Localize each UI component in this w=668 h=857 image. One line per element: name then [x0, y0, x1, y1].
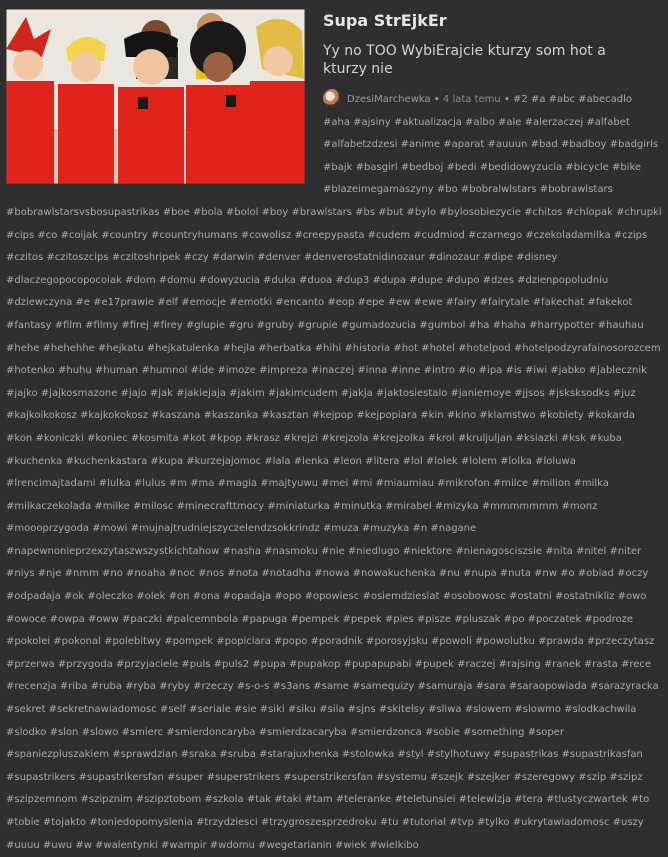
post-title[interactable]: Supa StrEjkEr — [323, 11, 447, 30]
cartoon-soccer-team-image — [6, 9, 305, 184]
post-meta — [6, 89, 662, 857]
author-name[interactable]: DzesiMarchewka — [347, 94, 431, 105]
post-thumbnail[interactable] — [6, 9, 305, 184]
post-subtitle: Yy no TOO WybiErajcie kturzy som hot a kturzy nie — [323, 43, 606, 77]
post-time: 4 lata temu — [442, 94, 501, 105]
meta-separator: • — [430, 94, 443, 105]
avatar[interactable] — [323, 89, 341, 107]
tag-list[interactable]: • #2 #a #abc #abecadlo #aha #ajsiny #aktualizacja #albo #ale #alerzaczej #alfabet #alfabetzdzesi #anime #aparat #auuun #bad #badboy #badgirls #bajk #basgirl #bedboj #bedi #bedidowyzucia #bicycle #bike #blazeimegamaszyny #bo #bobralwlstars #bobrawlstars #bobrawlstarsvsbosupastrikas #boe #bola #bolol #boy #brawlstars #bs #but #bylo #bylosobiezycie #chitos #chlopak #chrupki #cips #co #coijak #country #countryhumans #cowolisz #creepypasta #cudem #cudmiod #czarnego #czekoladamilka #czips #czitos #czitoszcips #czitoshripek #czy #darwin #denver #denverostatnidinozaur #dinozaur #dipe #disney #dlaczegopocopocoiak #dom #domu #dowyzucia #duka #duoa #dup3 #dupa #dupe #dupo #dzes #dzienpopoludniu #dziewczyna #e #e17prawie #elf #emocje #emotki #encanto #eop #epe #ew #ewe #fairy #fairytale #fakechat #fakekot #fantasy #film #filmy #firej #firey #glupie #gru #gruby #grupie #gumadozucia #gumbol #ha #haha #harrypotter #hauhau #hehe #hehehhe #hejkatu #hejkatulenka #hejla #herbatka #hihi #historia #hot #hotel #hotelpod #hotelpodzyrafainosorozcem #hotenko #huhu #human #humnol #ide #imoze #impreza #inaczej #inna #inne #intro #io #ipa #is #iwi #jabko #jablecznik #jajko #jajkosmazone #jajo #jak #jakiejaja #jakim #jakimcudem #jakja #jaktosiestalo #janiemoye #jjsos #jsksksodks #juz #kajkoikokosz #kajkokokosz #kaszana #kaszanka #kasztan #kejpop #kejpopiara #kin #kino #klamstwo #kobiety #kokarda #kon #koniczki #koniec #kosmita #kot #kpop #krasz #krejzi #krejzola #krejzolka #krol #kruljuljan #ksiazki #ksk #kuba #kuchenka #kuchenkastara #kupa #kurzejajomoc #lala #lenka #leon #litera #lol #lolek #lolem #lolka #loluwa #lrencimajtadami #lulka #lulus #m #ma #magia #majtyuwu #mei #mi #miaumiau #mikrofon #milce #milion #milka #milkaczekolada #milke #milosc #minecrafttmocy #miniaturka #minutka #mirabel #mizyka #mmmmmmm #monz #moooprzygoda #mowi #mujnajtrudniejszyczelendzsokkrindz #muza #muzyka #n #nagane #napewnonieprzexzytaszwszystkichtahow #nasha #nasmoku #nie #niedlugo #niektore #nienagosciszsie #nita #nitel #niter #niys #nje #nmm #no #noaha #noc #nos #nota #notadha #nowa #nowakuchenka #nu #nupa #nuta #nw #o #obiad #oczy #odpadaja #ok #oleczko #olek #on #ona #opadaja #opo #opowiesc #osiemdziesiat #osobowosc #ostatni #ostatnikliz #owo #owoce #owpa #oww #paczki #palcemnbola #papuga #pempek #pepek #pies #pisze #pluszak #po #poczatek #podroze #pokolei #pokonal #polebitwy #pompek #popiciara #popo #poradnik #porosyjsku #powoli #powolutku #prawda #przeczytasz #przerwa #przygoda #przyjaciele #puls #puls2 #pupa #pupakop #pupapupabi #pupek #raczej #rajsing #ranek #rasta #rece #recenzja #riba #ruba #ryba #ryby #rzeczy #s-o-s #s3ans #same #samequizy #samuraja #sara #saraopowiada #sarazyracka #sekret #sekretnawiadomosc #self #seriale #sie #siki #siku #sila #sjns #skitelsy #sliwa #slowem #slowmo #slodkachwila #slodko #slon #slowo #smierc #smierdoncaryba #smierdzacaryba #smierdzonca #sobie #something #soper #spaniezpluszakiem #sprawdzian #sraka #sruba #starajuxhenka #stolowka #styl #stylhotuwy #supastrikas #supastrikasfan #supastrikers #supastrikersfan #super #superstrikers #superstrikersfan #systemu #szejk #szejker #szeregowy #szip #szipz #szipzemnom #szipznim #szipztobom #szkola #tak #taki #tam #teleranke #teletunsiei #telewizja #tera #tlustyczwartek #to #tobie #tojakto #toniedopomyslenia #trzydziesci #trzygroszesprzedroku #tu #tutorial #tvp #tylko #ukrytawiadomosc #uszy #uuuu #uwu #w #walentynki #wampir #wdomu #wegetarianin #wiek #wielkibo — [6, 94, 662, 851]
